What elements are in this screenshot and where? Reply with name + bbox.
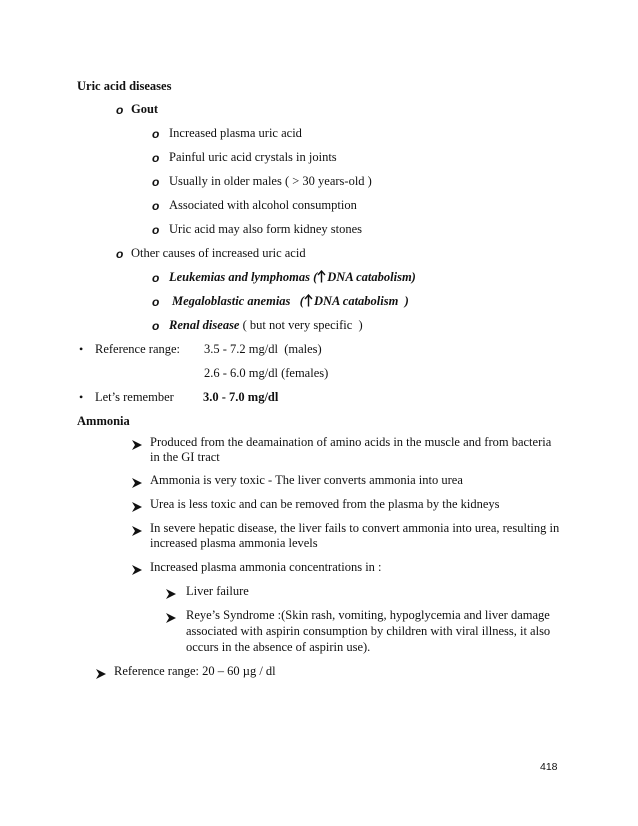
bullet-icon: • [79,342,84,356]
ammonia-point: Ammonia is very toxic - The liver converts ammonia into urea [150,473,463,487]
other-cause-term: Leukemias and lymphomas ( [169,270,318,284]
up-arrow-icon [304,294,313,307]
arrow-bullet-icon [132,477,142,492]
arrow-bullet-icon [132,501,142,516]
ammonia-subpoint: Reye’s Syndrome :(Skin rash, vomiting, hypoglycemia and liver damage [186,608,550,622]
other-cause-detail: ( but not very specific ) [239,318,363,332]
circle-bullet-icon: o [152,151,160,165]
arrow-bullet-icon [132,525,142,540]
bullet-icon: • [79,390,84,404]
gout-item: Increased plasma uric acid [169,126,302,140]
ammonia-point: Produced from the deamaination of amino acids in the muscle and from bacteria [150,435,552,449]
section-heading-uric-acid: Uric acid diseases [77,79,172,93]
reference-range-female: 2.6 - 6.0 mg/dl (females) [204,366,329,380]
gout-item: Uric acid may also form kidney stones [169,222,363,236]
other-cause-term: Renal disease [169,318,240,332]
ammonia-subpoint-continued: occurs in the absence of aspirin use). [186,640,371,654]
gout-title: Gout [131,102,159,116]
remember-value: 3.0 - 7.0 mg/dl [203,390,279,404]
ammonia-point-continued: increased plasma ammonia levels [150,536,318,550]
other-cause-item [169,270,416,285]
remember-label: Let’s remember [95,390,174,404]
ammonia-point: Increased plasma ammonia concentrations in : [150,560,382,574]
up-arrow-icon [317,270,326,283]
circle-bullet-icon: o [152,319,160,333]
ammonia-subpoint-continued: associated with aspirin consumption by children with viral illness, it also [186,624,551,638]
circle-bullet-icon: o [152,127,160,141]
circle-bullet-icon: o [152,199,160,213]
arrow-bullet-icon [96,668,106,683]
other-cause-item [172,294,409,309]
arrow-bullet-icon [166,588,176,603]
gout-item: Usually in older males ( > 30 years-old ) [169,174,372,188]
ammonia-point: In severe hepatic disease, the liver fails to convert ammonia into urea, resulting in [150,521,560,535]
other-cause-item [169,318,363,333]
reference-range-label: Reference range: [95,342,181,356]
circle-bullet-icon: o [152,271,160,285]
gout-item: Associated with alcohol consumption [169,198,357,212]
other-cause-detail: DNA catabolism) [327,270,416,284]
circle-bullet-icon: o [116,103,124,117]
arrow-bullet-icon [166,612,176,627]
arrow-bullet-icon [132,564,142,579]
ammonia-reference-range: Reference range: 20 – 60 µg / dl [114,664,276,678]
page-number: 418 [540,761,558,773]
other-cause-term: Megaloblastic anemias ( [172,294,304,308]
ammonia-point: Urea is less toxic and can be removed from the plasma by the kidneys [150,497,500,511]
gout-item: Painful uric acid crystals in joints [169,150,337,164]
circle-bullet-icon: o [116,247,124,261]
reference-range-male: 3.5 - 7.2 mg/dl (males) [204,342,322,356]
circle-bullet-icon: o [152,223,160,237]
other-causes-title: Other causes of increased uric acid [131,246,306,260]
circle-bullet-icon: o [152,175,160,189]
arrow-bullet-icon [132,439,142,454]
other-cause-detail: DNA catabolism ) [313,294,409,308]
ammonia-point-continued: in the GI tract [150,450,220,464]
ammonia-subpoint: Liver failure [186,584,249,598]
section-heading-ammonia: Ammonia [77,414,130,428]
circle-bullet-icon: o [152,295,160,309]
